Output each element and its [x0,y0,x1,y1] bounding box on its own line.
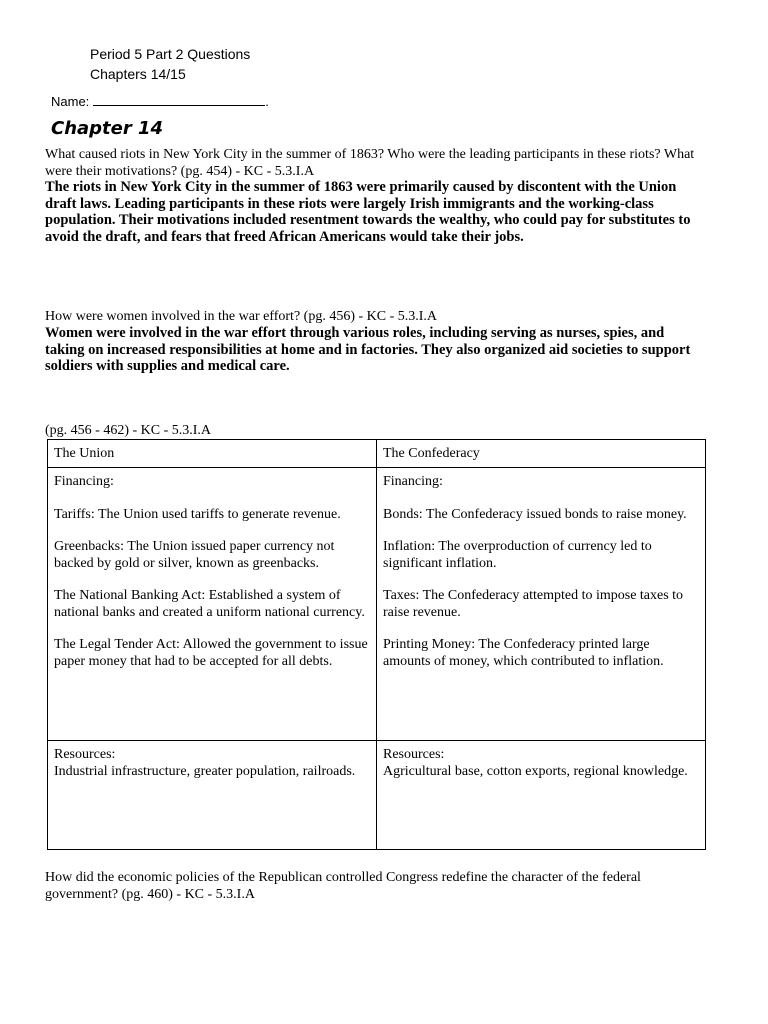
confederacy-financing-item: Inflation: The overproduction of currency led to significant inflation. [383,539,652,571]
union-financing-item: The National Banking Act: Established a system of national banks and created a uniform national currency. [54,588,365,620]
header-chapters-line: Chapters 14/15 [90,66,186,82]
answer-2: Women were involved in the war effort through various roles, including serving as nurses, spies, and taking on increased responsibilities at home and in factories. They also organized aid societies to support soldiers with supplies and medical care. [45,325,691,374]
union-financing-cell [48,468,377,741]
confederacy-resources-text: Agricultural base, cotton exports, regional knowledge. [383,763,688,779]
table-page-reference: (pg. 456 - 462) - KC - 5.3.I.A [45,423,212,438]
resources-row [48,741,706,850]
confederacy-financing-cell [377,468,706,741]
union-resources-cell [48,741,377,850]
confederacy-financing-label: Financing: [383,474,443,489]
name-trailing-period: . [265,94,269,109]
confederacy-resources-cell [377,741,706,850]
name-blank-line[interactable] [93,93,265,106]
union-confederacy-table [47,439,706,850]
chapter-title: Chapter 14 [51,118,164,139]
confederacy-heading: The Confederacy [377,440,706,468]
confederacy-resources-label: Resources: [383,747,445,762]
answer-1: The riots in New York City in the summer of 1863 were primarily caused by discontent with the Union draft laws. Leading participants in these riots were largely Irish immigrants and the working-class population. Their motivations included resentment towards the wealthy, who could pay for substitutes to avoid the draft, and fears that freed African Americans would take their jobs. [45,179,691,245]
confederacy-financing-item: Printing Money: The Confederacy printed large amounts of money, which contributed to inflation. [383,637,664,669]
question-3: How did the economic policies of the Republican controlled Congress redefine the character of the federal government? (pg. 460) - KC - 5.3.I.A [45,870,641,902]
header-period-line: Period 5 Part 2 Questions [90,46,251,62]
union-financing-label: Financing: [54,474,114,489]
confederacy-financing-item: Bonds: The Confederacy issued bonds to raise money. [383,506,687,522]
question-2: How were women involved in the war effort? (pg. 456) - KC - 5.3.I.A [45,309,438,324]
union-resources-text: Industrial infrastructure, greater population, railroads. [54,763,356,779]
union-financing-item: The Legal Tender Act: Allowed the government to issue paper money that had to be accepted for all debts. [54,637,368,669]
union-heading: The Union [48,440,377,468]
union-financing-item: Tariffs: The Union used tariffs to generate revenue. [54,506,341,522]
financing-row [48,468,706,741]
name-field-row [51,93,269,111]
question-1: What caused riots in New York City in the summer of 1863? Who were the leading participants in these riots? What were their motivations? (pg. 454) - KC - 5.3.I.A [45,147,695,179]
table-header-row [48,440,706,468]
union-financing-item: Greenbacks: The Union issued paper currency not backed by gold or silver, known as greenbacks. [54,539,335,571]
union-resources-label: Resources: [54,747,116,762]
confederacy-financing-item: Taxes: The Confederacy attempted to impose taxes to raise revenue. [383,588,684,620]
name-label: Name: [51,94,90,109]
